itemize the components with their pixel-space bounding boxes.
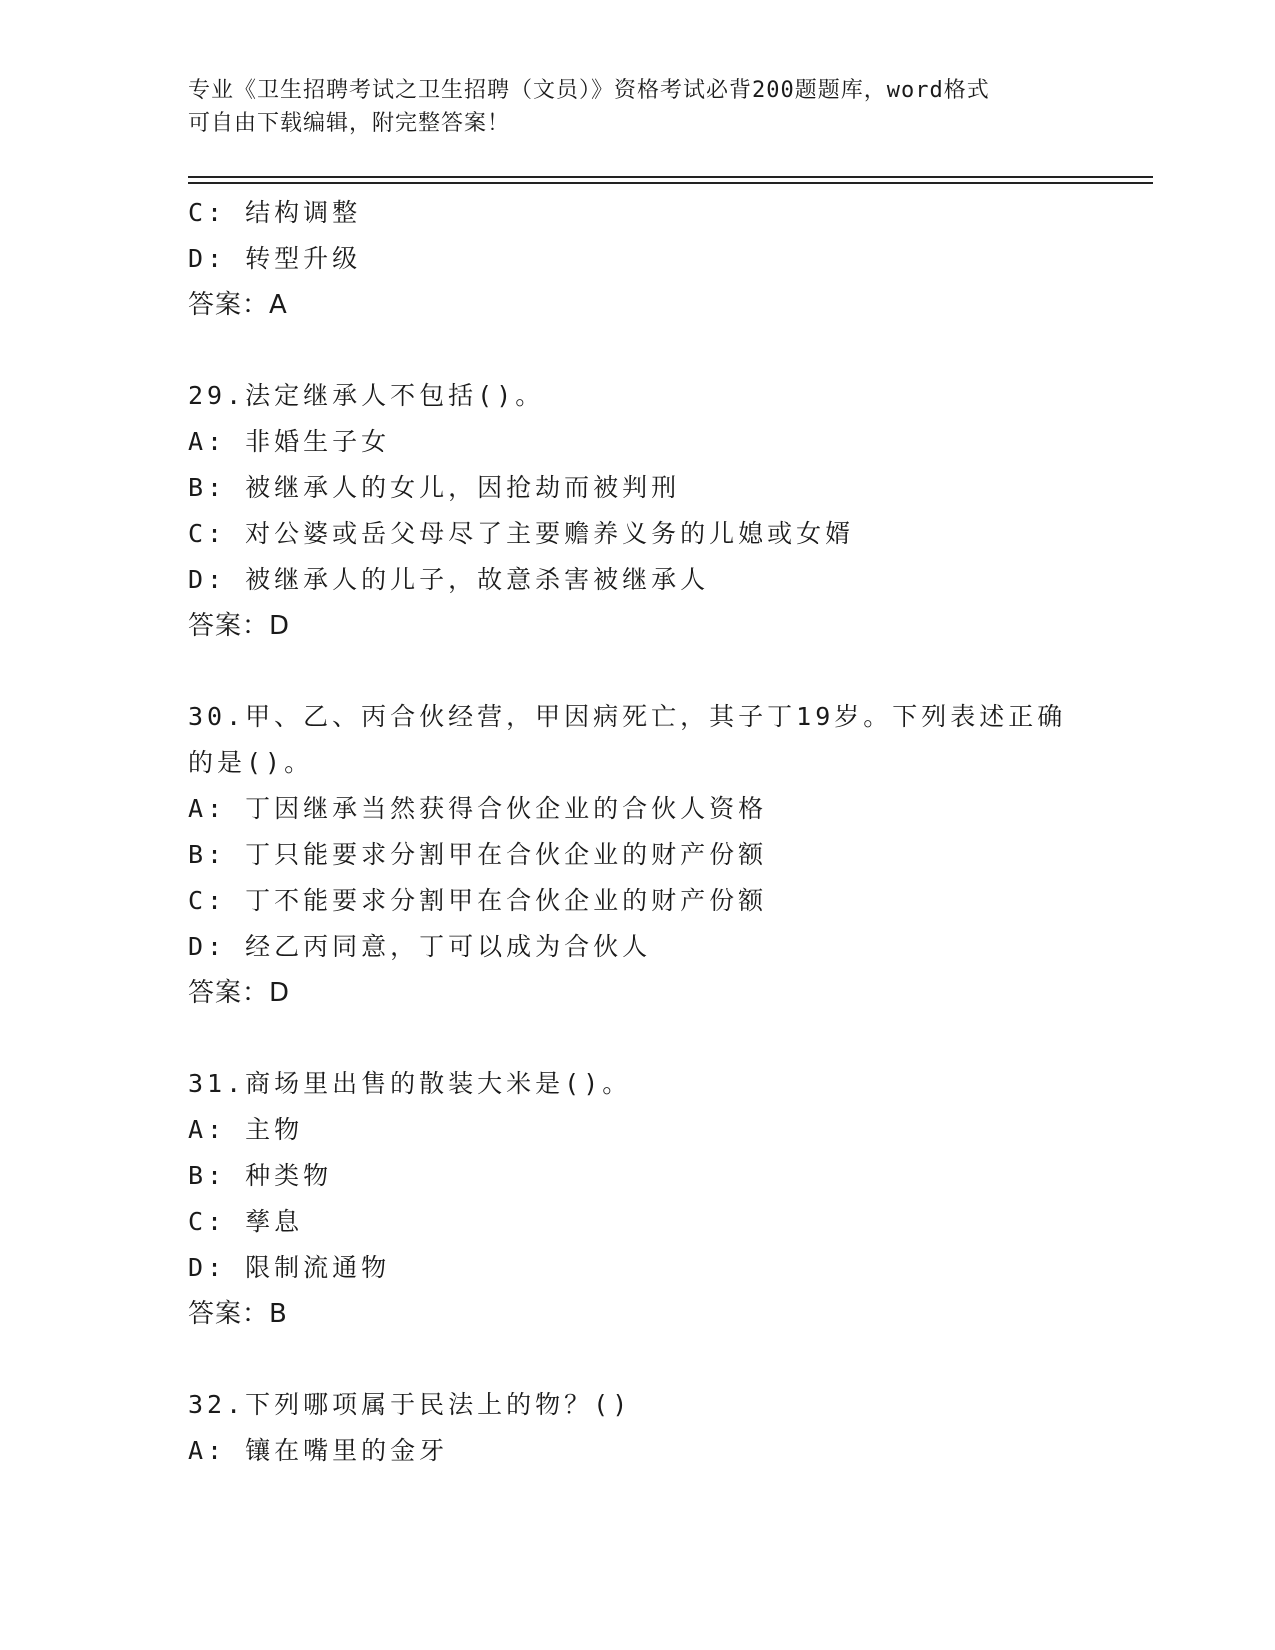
spacer xyxy=(188,1016,1088,1061)
question-stem: 31.商场里出售的散装大米是()。 xyxy=(188,1069,632,1098)
spacer xyxy=(188,328,1088,373)
question-list xyxy=(188,190,1088,1474)
option-d: D: 转型升级 xyxy=(188,244,362,273)
header-divider-top xyxy=(188,176,1153,178)
option-d: D: 被继承人的儿子，故意杀害被继承人 xyxy=(188,565,710,594)
option-a: A: 主物 xyxy=(188,1115,304,1144)
question-stem-line-2: 的是()。 xyxy=(188,748,314,777)
answer-line: 答案：B xyxy=(188,1299,288,1329)
question-stem-line-1: 30.甲、乙、丙合伙经营，甲因病死亡，其子丁19岁。下列表述正确 xyxy=(188,702,1067,731)
option-b: B: 丁只能要求分割甲在合伙企业的财产份额 xyxy=(188,840,768,869)
option-c: C: 结构调整 xyxy=(188,198,362,227)
spacer xyxy=(188,1337,1088,1382)
question-stem: 29.法定继承人不包括()。 xyxy=(188,381,545,410)
spacer xyxy=(188,649,1088,694)
header-line-2: 可自由下载编辑，附完整答案！ xyxy=(188,111,511,136)
option-d: D: 经乙丙同意，丁可以成为合伙人 xyxy=(188,932,652,961)
question-32 xyxy=(188,1382,1088,1474)
question-30 xyxy=(188,694,1088,1016)
option-a: A: 非婚生子女 xyxy=(188,427,391,456)
option-d: D: 限制流通物 xyxy=(188,1253,391,1282)
option-c: C: 孳息 xyxy=(188,1207,304,1236)
answer-line: 答案：D xyxy=(188,978,291,1008)
question-28-continued xyxy=(188,190,1088,328)
answer-line: 答案：D xyxy=(188,611,291,641)
question-29 xyxy=(188,373,1088,649)
option-b: B: 种类物 xyxy=(188,1161,333,1190)
option-a: A: 镶在嘴里的金牙 xyxy=(188,1436,449,1465)
answer-line: 答案：A xyxy=(188,290,288,320)
header-divider-bottom xyxy=(188,182,1153,184)
option-c: C: 丁不能要求分割甲在合伙企业的财产份额 xyxy=(188,886,768,915)
option-b: B: 被继承人的女儿，因抢劫而被判刑 xyxy=(188,473,681,502)
option-c: C: 对公婆或岳父母尽了主要赡养义务的儿媳或女婿 xyxy=(188,519,855,548)
header-line-1: 专业《卫生招聘考试之卫生招聘（文员）》资格考试必背200题题库，word格式 xyxy=(188,78,990,103)
question-31 xyxy=(188,1061,1088,1337)
option-a: A: 丁因继承当然获得合伙企业的合伙人资格 xyxy=(188,794,768,823)
document-header xyxy=(188,74,1088,140)
question-stem: 32.下列哪项属于民法上的物？() xyxy=(188,1390,632,1419)
